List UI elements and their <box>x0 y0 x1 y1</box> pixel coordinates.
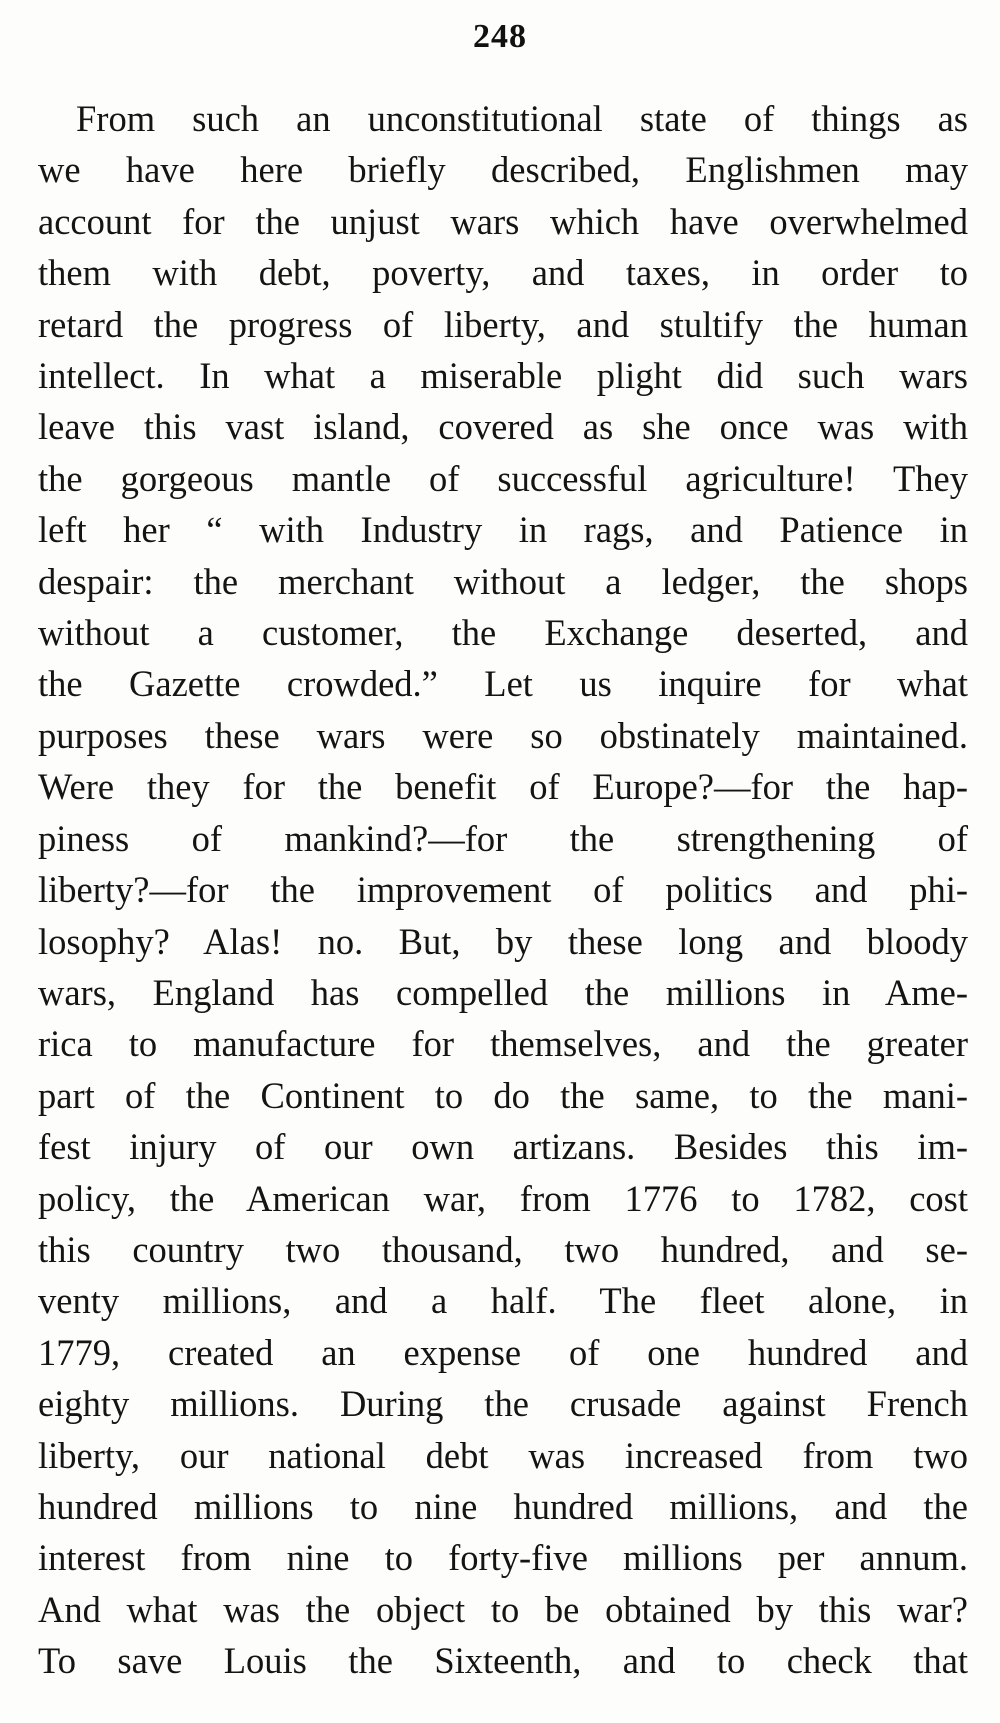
text-line: 1779, created an expense of one hundred and <box>38 1331 968 1373</box>
body-paragraph <box>38 93 968 1687</box>
text-line: leave this vast island, covered as she once was with <box>38 406 968 448</box>
text-line: interest from nine to forty-five millions per annum. <box>38 1537 968 1579</box>
text-line: losophy? Alas! no. But, by these long and bloody <box>38 920 968 962</box>
text-line: policy, the American war, from 1776 to 1782, cost <box>38 1177 968 1219</box>
text-line: them with debt, poverty, and taxes, in order to <box>38 252 968 294</box>
text-line: we have here briefly described, Englishmen may <box>38 149 968 191</box>
text-line: this country two thousand, two hundred, and se- <box>38 1228 968 1270</box>
page-number: 248 <box>473 18 527 55</box>
text-line: the gorgeous mantle of successful agriculture! They <box>38 457 968 499</box>
text-line: the Gazette crowded.” Let us inquire for what <box>38 663 968 705</box>
text-line: piness of mankind?—for the strengthening of <box>38 817 968 859</box>
text-line: left her “ with Industry in rags, and Patience in <box>38 509 968 551</box>
text-line: purposes these wars were so obstinately maintained. <box>38 714 968 756</box>
text-line: To save Louis the Sixteenth, and to check that <box>38 1640 968 1682</box>
text-line: fest injury of our own artizans. Besides this im- <box>38 1126 968 1168</box>
text-line: liberty?—for the improvement of politics and phi- <box>38 869 968 911</box>
text-line: liberty, our national debt was increased from two <box>38 1434 968 1476</box>
text-line: hundred millions to nine hundred millions, and the <box>38 1485 968 1527</box>
text-line: And what was the object to be obtained by this war? <box>38 1588 968 1630</box>
text-line: eighty millions. During the crusade against French <box>38 1383 968 1425</box>
text-line: intellect. In what a miserable plight did such wars <box>38 355 968 397</box>
text-line: rica to manufacture for themselves, and the greater <box>38 1023 968 1065</box>
text-line: retard the progress of liberty, and stultify the human <box>38 303 968 345</box>
text-line: despair: the merchant without a ledger, the shops <box>38 560 968 602</box>
text-line: without a customer, the Exchange deserted, and <box>38 612 968 654</box>
text-line: venty millions, and a half. The fleet alone, in <box>38 1280 968 1322</box>
text-line: Were they for the benefit of Europe?—for the hap- <box>38 766 968 808</box>
text-line: part of the Continent to do the same, to the mani- <box>38 1074 968 1116</box>
text-line: From such an unconstitutional state of things as <box>76 98 968 139</box>
text-line: account for the unjust wars which have overwhelmed <box>38 200 968 242</box>
text-line: wars, England has compelled the millions in Ame- <box>38 971 968 1013</box>
